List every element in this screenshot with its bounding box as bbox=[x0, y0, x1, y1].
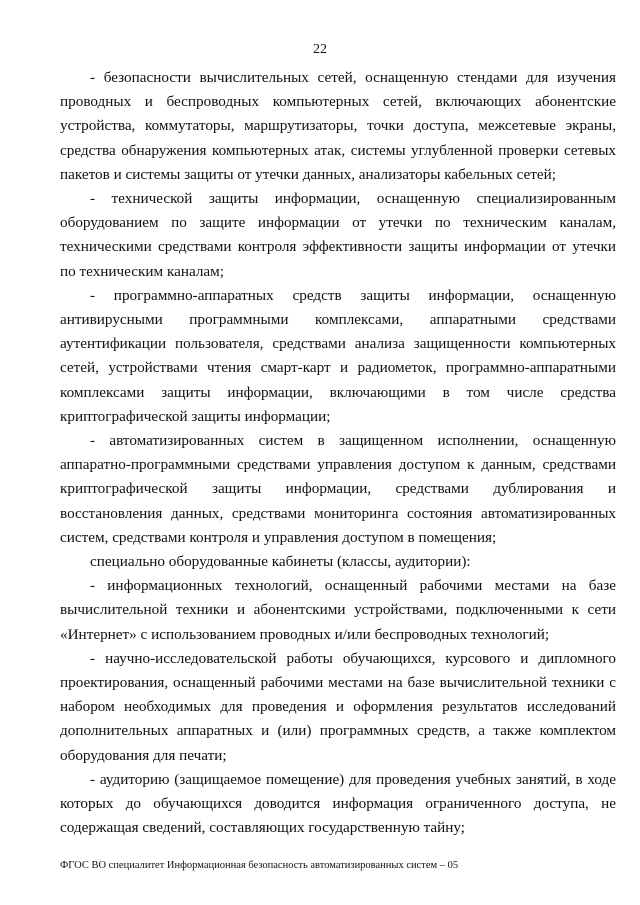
document-body bbox=[60, 66, 616, 841]
paragraph: - информационных технологий, оснащенный рабочими местами на базе вычислительной техники и абонентскими устройствами, подключенными к сети «Интернет» с использованием проводных и/или беспроводных технологий; bbox=[60, 577, 616, 643]
paragraph: - автоматизированных систем в защищенном исполнении, оснащенную аппаратно-программными средствами управления доступом к данным, средствами криптографической защиты информации, средствами дублирования и восстановления данных, средствами мониторинга состояния автоматизированных систем, средствами контроля и управления доступом в помещения; bbox=[60, 432, 616, 546]
page-footer: ФГОС ВО специалитет Информационная безопасность автоматизированных систем – 05 bbox=[60, 860, 459, 871]
page-number: 22 bbox=[313, 42, 327, 57]
paragraph: специально оборудованные кабинеты (классы, аудитории): bbox=[90, 553, 471, 571]
paragraph: - безопасности вычислительных сетей, оснащенную стендами для изучения проводных и беспроводных компьютерных сетей, включающих абонентские устройства, коммутаторы, маршрутизаторы, точки доступа, межсетевые экраны, средства обнаружения компьютерных атак, системы углубленной проверки сетевых пакетов и системы защиты от утечки данных, анализаторы кабельных сетей; bbox=[60, 69, 616, 183]
paragraph: - научно-исследовательской работы обучающихся, курсового и дипломного проектирования, оснащенный рабочими местами на базе вычислительной техники с набором необходимых для проведения и оформления результатов исследований дополнительных аппаратных и (или) программных средств, а также комплектом оборудования для печати; bbox=[60, 649, 616, 764]
paragraph: - программно-аппаратных средств защиты информации, оснащенную антивирусными программными комплексами, аппаратными средствами аутентификации пользователя, средствами анализа защищенности компьютерных сетей, устройствами чтения смарт-карт и радиометок, программно-аппаратными комплексами защиты информации, включающими в том числе средства криптографической защиты информации; bbox=[60, 286, 616, 425]
paragraph: - аудиторию (защищаемое помещение) для проведения учебных занятий, в ходе которых до обучающихся доводится информация ограниченного доступа, не содержащая сведений, составляющих государственную тайну; bbox=[60, 770, 616, 837]
paragraph: - технической защиты информации, оснащенную специализированным оборудованием по защите информации от утечки по техническим каналам, техническими средствами контроля эффективности защиты информации от утечки по техническим каналам; bbox=[60, 190, 616, 280]
